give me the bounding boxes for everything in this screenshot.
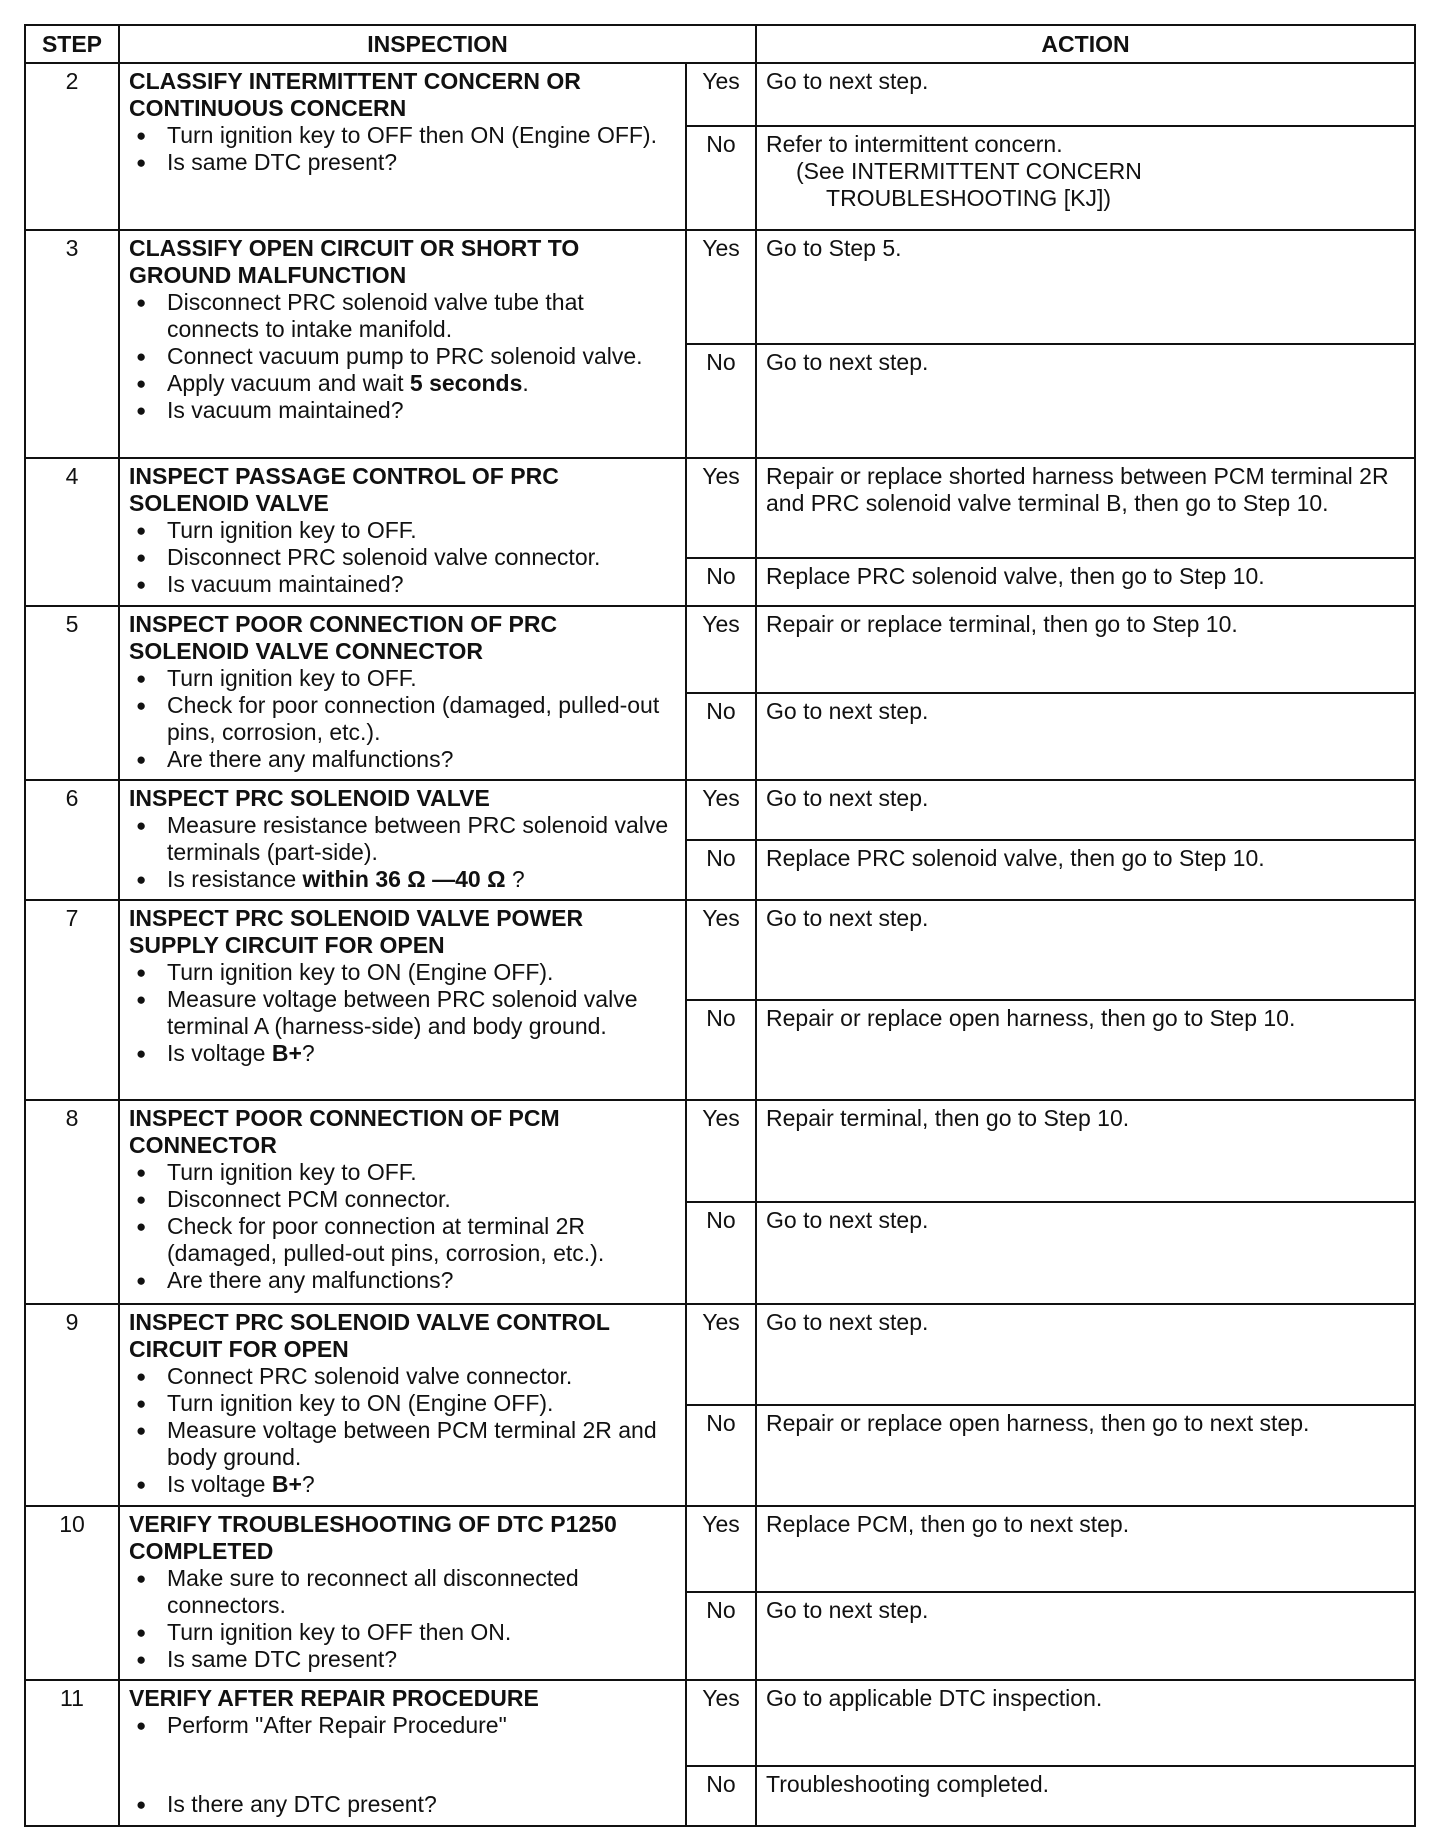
bullet-emphasis: 5 seconds — [409, 370, 523, 396]
bullet-item: ● Measure voltage between PCM terminal 2R and body ground. — [129, 1417, 676, 1471]
step-row-3 — [25, 230, 1415, 344]
inspection-title — [129, 68, 676, 122]
bullet-text: Is resistance — [167, 866, 303, 892]
title-line: INSPECT POOR CONNECTION OF PCM — [129, 1105, 560, 1131]
header-action: ACTION — [756, 25, 1415, 63]
bullet-item: ● Are there any malfunctions? — [129, 746, 676, 773]
yes-action: Repair or replace terminal, then go to Step 10. — [756, 606, 1415, 693]
header-inspection: INSPECTION — [119, 25, 756, 63]
inspection-cell — [119, 1506, 686, 1680]
bullet-emphasis: B+ — [271, 1471, 302, 1497]
yes-label: Yes — [686, 1680, 756, 1766]
inspection-title — [129, 1309, 676, 1363]
step-row-8 — [25, 1100, 1415, 1202]
yes-action: Go to next step. — [756, 1304, 1415, 1405]
yes-action: Go to next step. — [756, 780, 1415, 840]
bullet-item — [129, 866, 676, 893]
inspection-bullets — [129, 959, 676, 1067]
inspection-title — [129, 235, 676, 289]
bullet-text: ? — [301, 1040, 315, 1066]
troubleshooting-table — [24, 24, 1416, 1827]
title-line: CONTINUOUS CONCERN — [129, 95, 407, 121]
bullet-item: ● Turn ignition key to OFF. — [129, 517, 676, 544]
inspection-cell — [119, 1100, 686, 1304]
inspection-cell — [119, 63, 686, 230]
step-row-10 — [25, 1506, 1415, 1592]
no-action: Replace PRC solenoid valve, then go to Step 10. — [756, 558, 1415, 606]
title-line: SUPPLY CIRCUIT FOR OPEN — [129, 932, 445, 958]
yes-label: Yes — [686, 1304, 756, 1405]
bullet-emphasis: B+ — [271, 1040, 302, 1066]
yes-action: Go to Step 5. — [756, 230, 1415, 344]
bullet-item: ● Disconnect PRC solenoid valve tube that connects to intake manifold. — [129, 289, 676, 343]
bullet-item — [129, 1040, 676, 1067]
no-label: No — [686, 558, 756, 606]
step-row-2 — [25, 63, 1415, 126]
title-line: INSPECT PRC SOLENOID VALVE — [129, 785, 490, 811]
no-label: No — [686, 1766, 756, 1826]
yes-action: Go to applicable DTC inspection. — [756, 1680, 1415, 1766]
bullet-item — [129, 1471, 676, 1498]
yes-action: Repair terminal, then go to Step 10. — [756, 1100, 1415, 1202]
no-label: No — [686, 840, 756, 900]
bullet-item: ● Disconnect PCM connector. — [129, 1186, 676, 1213]
title-line: INSPECT POOR CONNECTION OF PRC — [129, 611, 558, 637]
title-line: CLASSIFY INTERMITTENT CONCERN OR — [129, 68, 581, 94]
no-action: Go to next step. — [756, 1592, 1415, 1680]
bullet-item: ● Is same DTC present? — [129, 1646, 676, 1673]
no-action: Go to next step. — [756, 1202, 1415, 1304]
title-line: SOLENOID VALVE CONNECTOR — [129, 638, 483, 664]
inspection-bullets — [129, 665, 676, 773]
bullet-item: ● Measure voltage between PRC solenoid valve terminal A (harness-side) and body ground. — [129, 986, 676, 1040]
troubleshooting-document — [24, 24, 1414, 1827]
no-action: Troubleshooting completed. — [756, 1766, 1415, 1826]
title-line: INSPECT PASSAGE CONTROL OF PRC — [129, 463, 559, 489]
inspection-cell — [119, 606, 686, 780]
no-action — [756, 126, 1415, 230]
bullet-text: Is voltage — [167, 1471, 272, 1497]
inspection-cell — [119, 230, 686, 458]
yes-label: Yes — [686, 780, 756, 840]
yes-action: Go to next step. — [756, 63, 1415, 126]
yes-label: Yes — [686, 458, 756, 558]
action-line: Refer to intermittent concern. — [766, 131, 1063, 157]
bullet-item — [129, 370, 676, 397]
no-action: Repair or replace open harness, then go to Step 10. — [756, 1000, 1415, 1100]
inspection-bullets — [129, 1363, 676, 1498]
step-number: 3 — [25, 230, 119, 458]
yes-label: Yes — [686, 63, 756, 126]
yes-label: Yes — [686, 606, 756, 693]
yes-label: Yes — [686, 1506, 756, 1592]
no-label: No — [686, 1405, 756, 1506]
bullet-item: ● Turn ignition key to OFF. — [129, 1159, 676, 1186]
bullet-item: ● Is same DTC present? — [129, 149, 676, 176]
inspection-bullets — [129, 517, 676, 598]
bullet-item: ● Connect PRC solenoid valve connector. — [129, 1363, 676, 1390]
no-action: Replace PRC solenoid valve, then go to Step 10. — [756, 840, 1415, 900]
step-number: 2 — [25, 63, 119, 230]
bullet-item: ● Turn ignition key to OFF then ON. — [129, 1619, 676, 1646]
bullet-item: ● Disconnect PRC solenoid valve connector. — [129, 544, 676, 571]
inspection-bullets — [129, 122, 676, 176]
inspection-bullets — [129, 289, 676, 424]
no-label: No — [686, 126, 756, 230]
no-action: Go to next step. — [756, 693, 1415, 780]
bullet-text: Is voltage — [167, 1040, 272, 1066]
title-line: COMPLETED — [129, 1538, 274, 1564]
bullet-text: ? — [505, 866, 525, 892]
yes-label: Yes — [686, 900, 756, 1000]
bullet-item: ● Are there any malfunctions? — [129, 1267, 676, 1294]
bullet-emphasis: within 36 Ω —40 Ω — [302, 866, 506, 892]
header-row — [25, 25, 1415, 63]
bullet-item: ● Check for poor connection at terminal 2R (damaged, pulled-out pins, corrosion, etc.). — [129, 1213, 676, 1267]
inspection-title — [129, 905, 676, 959]
action-line: TROUBLESHOOTING [KJ]) — [826, 185, 1111, 211]
bullet-item: ● Turn ignition key to ON (Engine OFF). — [129, 959, 676, 986]
bullet-item: ● Turn ignition key to OFF. — [129, 665, 676, 692]
inspection-title — [129, 463, 676, 517]
bullet-item: ● Turn ignition key to ON (Engine OFF). — [129, 1390, 676, 1417]
no-label: No — [686, 1202, 756, 1304]
yes-label: Yes — [686, 230, 756, 344]
step-number: 10 — [25, 1506, 119, 1680]
bullet-text: Apply vacuum and wait — [167, 370, 410, 396]
title-line: VERIFY TROUBLESHOOTING OF DTC P1250 — [129, 1511, 617, 1537]
step-row-11 — [25, 1680, 1415, 1766]
yes-action: Repair or replace shorted harness between PCM terminal 2R and PRC solenoid valve terminal B, then go to Step 10. — [756, 458, 1415, 558]
no-action: Repair or replace open harness, then go to next step. — [756, 1405, 1415, 1506]
title-line: CLASSIFY OPEN CIRCUIT OR SHORT TO — [129, 235, 580, 261]
step-number: 8 — [25, 1100, 119, 1304]
yes-action: Go to next step. — [756, 900, 1415, 1000]
step-row-5 — [25, 606, 1415, 693]
title-line: CONNECTOR — [129, 1132, 277, 1158]
step-row-6 — [25, 780, 1415, 840]
step-row-4 — [25, 458, 1415, 558]
action-line: (See INTERMITTENT CONCERN — [796, 158, 1142, 184]
yes-label: Yes — [686, 1100, 756, 1202]
bullet-item: ● Perform "After Repair Procedure" — [129, 1712, 676, 1739]
inspection-cell — [119, 1680, 686, 1826]
inspection-cell — [119, 1304, 686, 1506]
step-number: 11 — [25, 1680, 119, 1826]
bullet-item: ● Check for poor connection (damaged, pulled-out pins, corrosion, etc.). — [129, 692, 676, 746]
step-number: 5 — [25, 606, 119, 780]
step-row-9 — [25, 1304, 1415, 1405]
header-step: STEP — [25, 25, 119, 63]
bullet-item: ● Is vacuum maintained? — [129, 397, 676, 424]
inspection-bullets — [129, 1565, 676, 1673]
inspection-cell — [119, 900, 686, 1100]
inspection-title — [129, 611, 676, 665]
inspection-title — [129, 785, 676, 812]
no-action: Go to next step. — [756, 344, 1415, 458]
inspection-title — [129, 1105, 676, 1159]
no-label: No — [686, 1000, 756, 1100]
step-number: 4 — [25, 458, 119, 606]
bullet-text: Is there any DTC present? — [167, 1791, 437, 1817]
bullet-text: . — [522, 370, 529, 396]
no-label: No — [686, 693, 756, 780]
no-label: No — [686, 344, 756, 458]
inspection-bullets — [129, 1712, 676, 1818]
inspection-cell — [119, 458, 686, 606]
bullet-item: ● Measure resistance between PRC solenoid valve terminals (part-side). — [129, 812, 676, 866]
inspection-cell — [119, 780, 686, 900]
inspection-bullets — [129, 1159, 676, 1294]
inspection-title — [129, 1685, 676, 1712]
title-line: CIRCUIT FOR OPEN — [129, 1336, 349, 1362]
inspection-title — [129, 1511, 676, 1565]
yes-action: Replace PCM, then go to next step. — [756, 1506, 1415, 1592]
bullet-item: ● Is vacuum maintained? — [129, 571, 676, 598]
step-number: 6 — [25, 780, 119, 900]
step-row-7 — [25, 900, 1415, 1000]
no-label: No — [686, 1592, 756, 1680]
title-line: INSPECT PRC SOLENOID VALVE CONTROL — [129, 1309, 610, 1335]
inspection-bullets — [129, 812, 676, 893]
bullet-item: ● Make sure to reconnect all disconnected connectors. — [129, 1565, 676, 1619]
title-line: INSPECT PRC SOLENOID VALVE POWER — [129, 905, 584, 931]
step-number: 7 — [25, 900, 119, 1100]
title-line: GROUND MALFUNCTION — [129, 262, 407, 288]
bullet-text: ? — [301, 1471, 315, 1497]
title-line: VERIFY AFTER REPAIR PROCEDURE — [129, 1685, 539, 1711]
step-number: 9 — [25, 1304, 119, 1506]
title-line: SOLENOID VALVE — [129, 490, 329, 516]
bullet-item: ● Connect vacuum pump to PRC solenoid valve. — [129, 343, 676, 370]
bullet-item: ● Turn ignition key to OFF then ON (Engine OFF). — [129, 122, 676, 149]
